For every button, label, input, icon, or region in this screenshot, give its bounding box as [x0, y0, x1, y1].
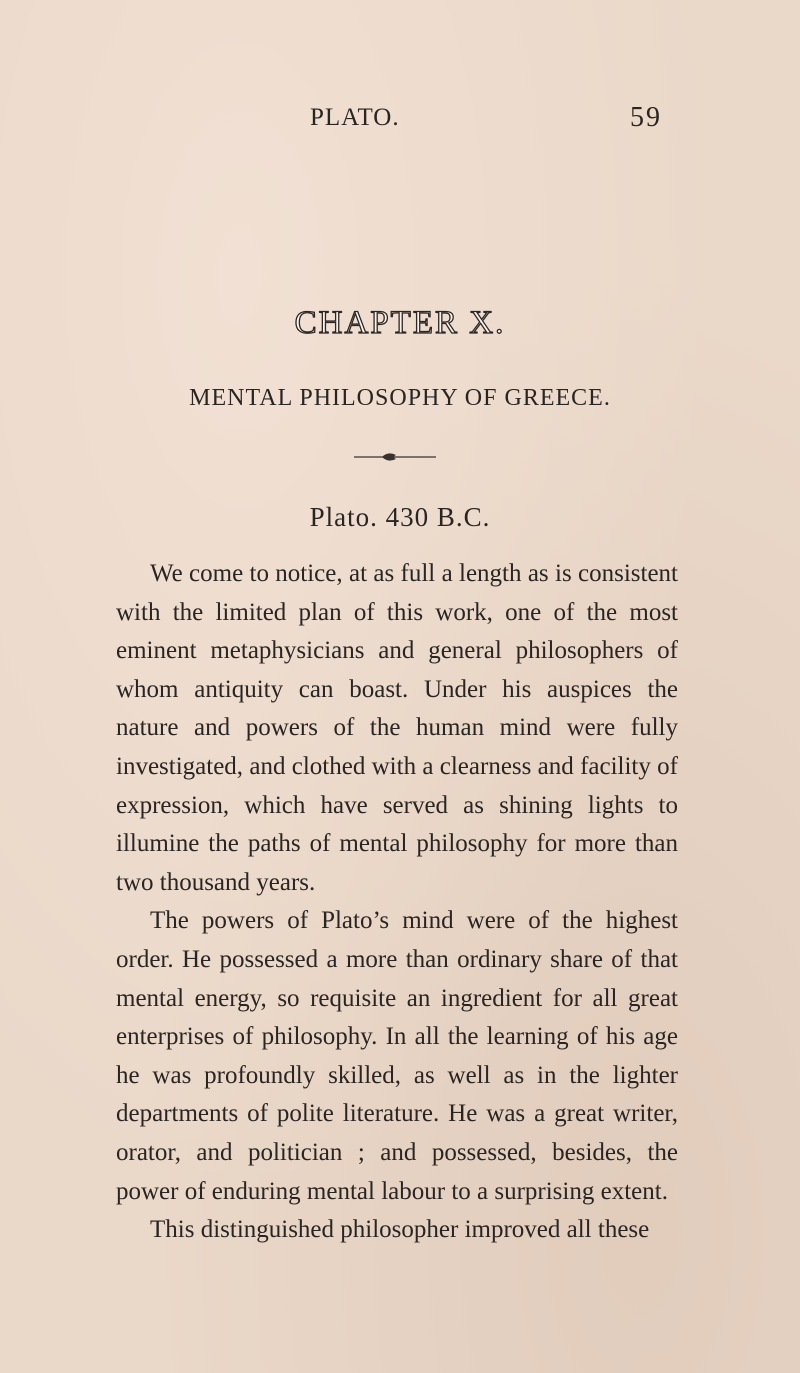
running-head: [0, 104, 800, 144]
ornament-divider: [352, 451, 438, 463]
chapter-subtitle: MENTAL PHILOSOPHY OF GREECE.: [189, 385, 611, 411]
paragraph: We come to notice, at as full a length as is consistent with the limited plan of this work, one of the most eminent metaphysicians and general philosophers of whom antiquity can boast. Under his auspices the nature and powers of the human mind were fully investigated, and clothed with a clearness and facility of expression, which have served as shining lights to illumine the paths of mental philosophy for more than two thousand years.: [116, 560, 678, 896]
section-heading: Plato. 430 B.C.: [309, 502, 491, 532]
running-title: PLATO.: [310, 104, 400, 131]
body-text: [116, 555, 678, 1250]
page-number: 59: [630, 102, 662, 133]
paragraph: The powers of Plato’s mind were of the highest order. He possessed a more than ordinary share of that mental energy, so requisite an ingredient for all great enterprises of philosophy. In all the learning of his age he was profoundly skilled, as well as in the lighter departments of polite literature. He was a great writer, orator, and politician ; and possessed, besides, the power of enduring mental labour to a surprising extent.: [116, 907, 678, 1205]
chapter-heading: CHAPTER X.: [294, 305, 506, 341]
paragraph: This distinguished philosopher improved all these: [150, 1216, 650, 1244]
